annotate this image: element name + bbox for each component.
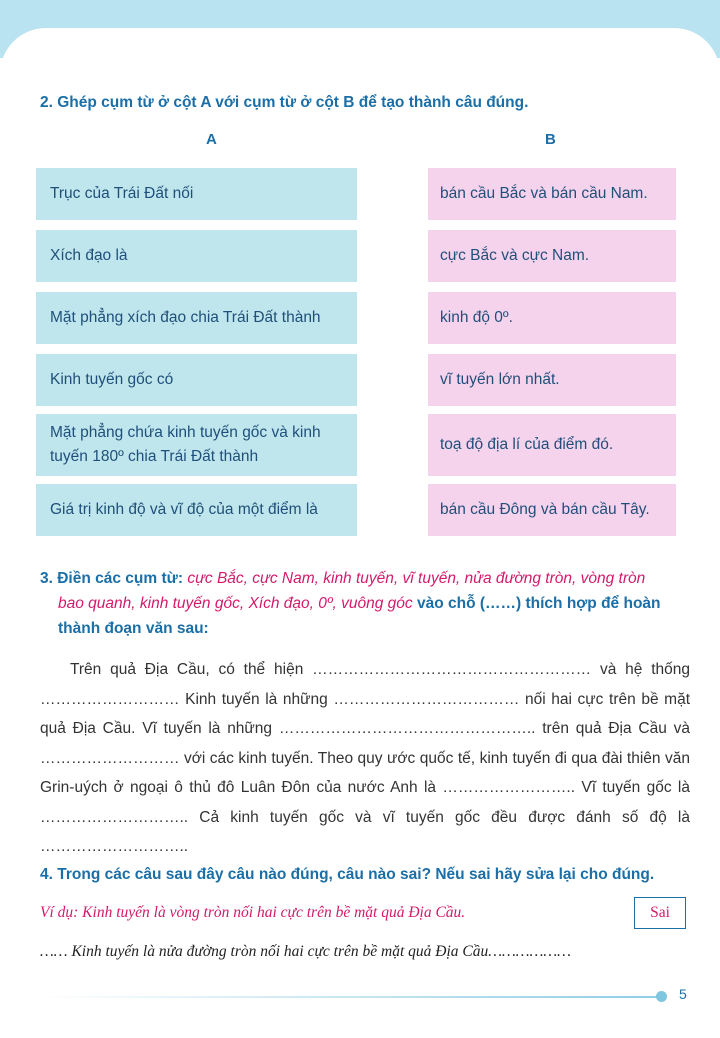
column-a-heading: A (206, 131, 217, 148)
column-b-item-5[interactable]: toạ độ địa lí của điểm đó. (428, 414, 676, 476)
column-a-item-3[interactable]: Mặt phẳng xích đạo chia Trái Đất thành (36, 292, 357, 344)
footer-dot (656, 991, 667, 1002)
column-b-item-1[interactable]: bán cầu Bắc và bán cầu Nam. (428, 168, 676, 220)
example-answer-box[interactable]: Sai (634, 897, 686, 929)
question-3-prompt (40, 566, 690, 641)
column-b-item-3[interactable]: kinh độ 0º. (428, 292, 676, 344)
column-b-item-6[interactable]: bán cầu Đông và bán cầu Tây. (428, 484, 676, 536)
column-a-item-1[interactable]: Trục của Trái Đất nối (36, 168, 357, 220)
column-a-item-2[interactable]: Xích đạo là (36, 230, 357, 282)
fill-in-paragraph-text: Trên quả Địa Cầu, có thể hiện ……………………………………………… và hệ thống ……………………… Kinh tuyến là những ……………………………… nối hai cực trên bề mặt quả Địa Cầu. Vĩ tuyến là những ………………………………………….. trên quả Địa Cầu và ……………………… với các kinh tuyến. Theo quy ước quốc tế, kinh tuyến đi qua đài thiên văn Grin-uých ở ngoại ô thủ đô Luân Đôn của nước Anh là …………………….. Vĩ tuyến gốc là ……………………….. Cả kinh tuyến gốc và vĩ tuyến gốc đều được đánh số độ là ……………………….. (40, 661, 690, 855)
question-4-title: 4. Trong các câu sau đây câu nào đúng, câu nào sai? Nếu sai hãy sửa lại cho đúng. (40, 866, 655, 883)
statement-1[interactable]: …… Kinh tuyến là nửa đường tròn nối hai cực trên bề mặt quả Địa Cầu……………… (40, 943, 571, 960)
footer-line (40, 996, 660, 998)
column-b-item-2[interactable]: cực Bắc và cực Nam. (428, 230, 676, 282)
fill-in-paragraph[interactable] (40, 655, 690, 862)
column-a-item-4[interactable]: Kinh tuyến gốc có (36, 354, 357, 406)
column-b-heading: B (545, 131, 556, 148)
page-number: 5 (679, 986, 687, 1002)
column-b-item-4[interactable]: vĩ tuyến lớn nhất. (428, 354, 676, 406)
example-sentence: Ví dụ: Kinh tuyến là vòng tròn nối hai cực trên bề mặt quả Địa Cầu. (40, 904, 466, 921)
word-bank-line-2: bao quanh, kinh tuyến gốc, Xích đạo, 0º, vuông góc (58, 595, 413, 612)
question-3-suffix: vào chỗ (……) thích hợp để hoàn (412, 595, 661, 612)
column-a-item-5[interactable]: Mặt phẳng chứa kinh tuyến gốc và kinh tuyến 180º chia Trái Đất thành (36, 414, 357, 476)
question-3-prefix: 3. Điền các cụm từ: (40, 570, 188, 587)
question-2-title: 2. Ghép cụm từ ở cột A với cụm từ ở cột B để tạo thành câu đúng. (40, 94, 529, 111)
word-bank-line-1: cực Bắc, cực Nam, kinh tuyến, vĩ tuyến, nửa đường tròn, vòng tròn (187, 570, 646, 587)
question-3-line-3: thành đoạn văn sau: (58, 620, 209, 637)
column-a-item-6[interactable]: Giá trị kinh độ và vĩ độ của một điểm là (36, 484, 357, 536)
